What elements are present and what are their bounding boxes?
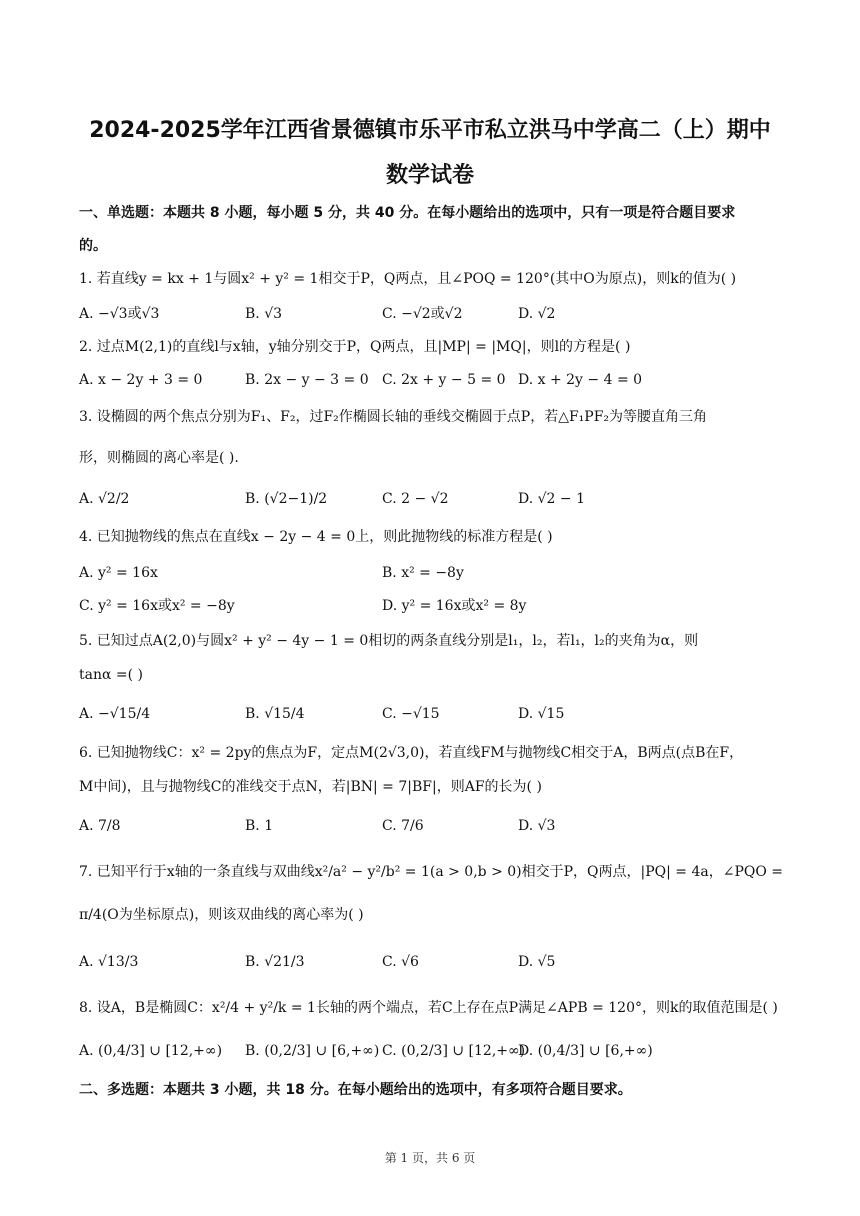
question-7-stem-line1: 7. 已知平行于x轴的一条直线与双曲线x²/a² − y²/b² = 1(a > 0,b > 0)相交于P，Q两点，|PQ| = 4a，∠PQO =	[79, 864, 784, 880]
question-6-option-c: C. 7/6	[382, 818, 424, 834]
question-3-stem-line1: 3. 设椭圆的两个焦点分别为F₁、F₂，过F₂作椭圆长轴的垂线交椭圆于点P，若△F₁PF₂为等腰直角三角	[79, 409, 708, 425]
page-footer: 第 1 页，共 6 页	[384, 1151, 476, 1165]
question-4-option-c: C. y² = 16x或x² = −8y	[79, 598, 235, 614]
question-3-stem-line2: 形，则椭圆的离心率是( ).	[79, 450, 239, 466]
question-8-option-b: B. (0,2/3] ∪ [6,+∞)	[245, 1043, 380, 1059]
question-3-option-c: C. 2 − √2	[382, 491, 449, 507]
question-1-option-b: B. √3	[245, 306, 283, 322]
question-2-stem: 2. 过点M(2,1)的直线l与x轴，y轴分别交于P，Q两点，且|MP| = |MQ|，则l的方程是( )	[79, 339, 631, 355]
question-3-option-a: A. √2/2	[79, 491, 130, 507]
section1-header-line2: 的。	[79, 238, 107, 254]
section1-header-line1: 一、单选题：本题共 8 小题，每小题 5 分，共 40 分。在每小题给出的选项中，只有一项是符合题目要求	[79, 205, 736, 221]
question-5-stem-line1: 5. 已知过点A(2,0)与圆x² + y² − 4y − 1 = 0相切的两条直线分别是l₁，l₂，若l₁，l₂的夹角为α，则	[79, 633, 699, 649]
question-6-stem-line1: 6. 已知抛物线C：x² = 2py的焦点为F，定点M(2√3,0)，若直线FM与抛物线C相交于A，B两点(点B在F，	[79, 745, 744, 761]
question-1-option-a: A. −√3或√3	[79, 306, 160, 322]
question-1-stem: 1. 若直线y = kx + 1与圆x² + y² = 1相交于P，Q两点，且∠POQ = 120°(其中O为原点)，则k的值为( )	[79, 271, 737, 287]
exam-title-line2: 数学试卷	[385, 163, 474, 188]
question-2-option-b: B. 2x − y − 3 = 0	[245, 372, 369, 388]
question-6-stem-line2: M中间)，且与抛物线C的准线交于点N，若|BN| = 7|BF|，则AF的长为( )	[79, 779, 542, 795]
question-5-option-a: A. −√15/4	[79, 706, 151, 722]
question-3-option-b: B. (√2−1)/2	[245, 491, 328, 507]
question-8-stem: 8. 设A，B是椭圆C：x²/4 + y²/k = 1长轴的两个端点，若C上存在点P满足∠APB = 120°，则k的取值范围是( )	[79, 1000, 778, 1016]
question-1-option-c: C. −√2或√2	[382, 306, 463, 322]
question-7-option-d: D. √5	[518, 954, 556, 970]
question-4-stem: 4. 已知抛物线的焦点在直线x − 2y − 4 = 0上，则此抛物线的标准方程是( )	[79, 529, 553, 545]
question-7-option-a: A. √13/3	[79, 954, 139, 970]
question-8-option-c: C. (0,2/3] ∪ [12,+∞)	[382, 1043, 526, 1059]
exam-title-line1: 2024-2025学年江西省景德镇市乐平市私立洪马中学高二（上）期中	[89, 118, 771, 143]
question-2-option-d: D. x + 2y − 4 = 0	[518, 372, 643, 388]
question-8-option-a: A. (0,4/3] ∪ [12,+∞)	[79, 1043, 223, 1059]
question-7-stem-line2: π/4(O为坐标原点)，则该双曲线的离心率为( )	[79, 907, 364, 923]
question-6-option-b: B. 1	[245, 818, 274, 834]
question-8-option-d: D. (0,4/3] ∪ [6,+∞)	[518, 1043, 653, 1059]
question-6-option-a: A. 7/8	[79, 818, 121, 834]
question-4-option-d: D. y² = 16x或x² = 8y	[382, 598, 527, 614]
question-5-option-b: B. √15/4	[245, 706, 305, 722]
question-1-option-d: D. √2	[518, 306, 556, 322]
question-3-option-d: D. √2 − 1	[518, 491, 585, 507]
question-6-option-d: D. √3	[518, 818, 556, 834]
question-7-option-b: B. √21/3	[245, 954, 305, 970]
question-7-option-c: C. √6	[382, 954, 419, 970]
question-4-option-a: A. y² = 16x	[79, 565, 158, 581]
question-5-stem-line2: tanα =( )	[79, 667, 143, 683]
section2-header: 二、多选题：本题共 3 小题，共 18 分。在每小题给出的选项中，有多项符合题目要求。	[79, 1082, 632, 1098]
question-5-option-d: D. √15	[518, 706, 565, 722]
question-4-option-b: B. x² = −8y	[382, 565, 464, 581]
question-5-option-c: C. −√15	[382, 706, 440, 722]
question-2-option-c: C. 2x + y − 5 = 0	[382, 372, 506, 388]
question-2-option-a: A. x − 2y + 3 = 0	[79, 372, 203, 388]
